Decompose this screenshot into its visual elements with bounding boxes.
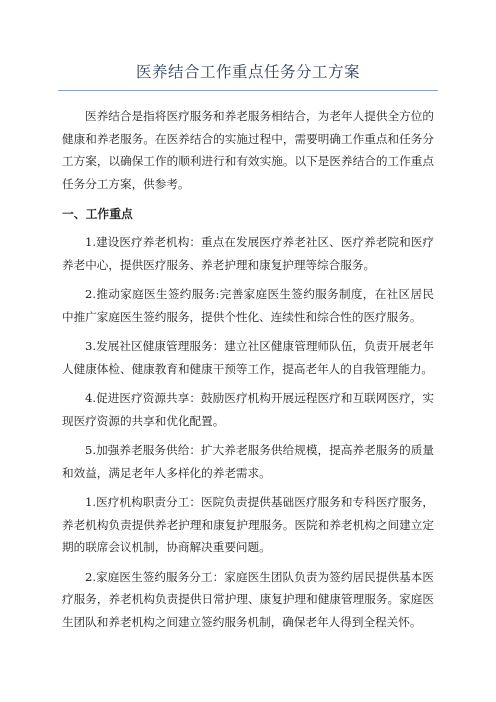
document-title: 医养结合工作重点任务分工方案 [135,63,360,81]
list-item: 2.家庭医生签约服务分工：家庭医生团队负责为签约居民提供基本医疗服务，养老机构负责提供日常护理、康复护理和健康管理服务。家庭医生团队和养老机构之间建立签约服务机制，确保老年人得到全程关怀。 [62,569,434,629]
list-item: 1.医疗机构职责分工：医院负责提供基础医疗服务和专科医疗服务，养老机构负责提供养老护理和康复护理服务。医院和养老机构之间建立定期的联席会议机制，协商解决重要问题。 [62,495,434,554]
list-item: 2.推动家庭医生签约服务:完善家庭医生签约服务制度，在社区居民中推广家庭医生签约服务，提供个性化、连续性和综合性的医疗服务。 [62,287,434,324]
list-item: 1.建设医疗养老机构：重点在发展医疗养老社区、医疗养老院和医疗养老中心，提供医疗服务、养老护理和康复护理等综合服务。 [62,235,434,272]
intro-paragraph: 医养结合是指将医疗服务和养老服务相结合，为老年人提供全方位的健康和养老服务。在医养结合的实施过程中，需要明确工作重点和任务分工方案，以确保工作的顺利进行和有效实施。以下是医养结合的工作重点任务分工方案，供参考。 [62,109,434,191]
title-underline [58,90,438,91]
section-heading: 一、工作重点 [62,207,133,221]
list-item: 4.促进医疗资源共享：鼓励医疗机构开展远程医疗和互联网医疗，实现医疗资源的共享和优化配置。 [62,391,434,428]
list-item: 5.加强养老服务供给：扩大养老服务供给规模，提高养老服务的质量和效益，满足老年人多样化的养老需求。 [62,443,434,480]
list-item: 3.发展社区健康管理服务：建立社区健康管理师队伍，负责开展老年人健康体检、健康教育和健康干预等工作，提高老年人的自我管理能力。 [62,339,434,376]
